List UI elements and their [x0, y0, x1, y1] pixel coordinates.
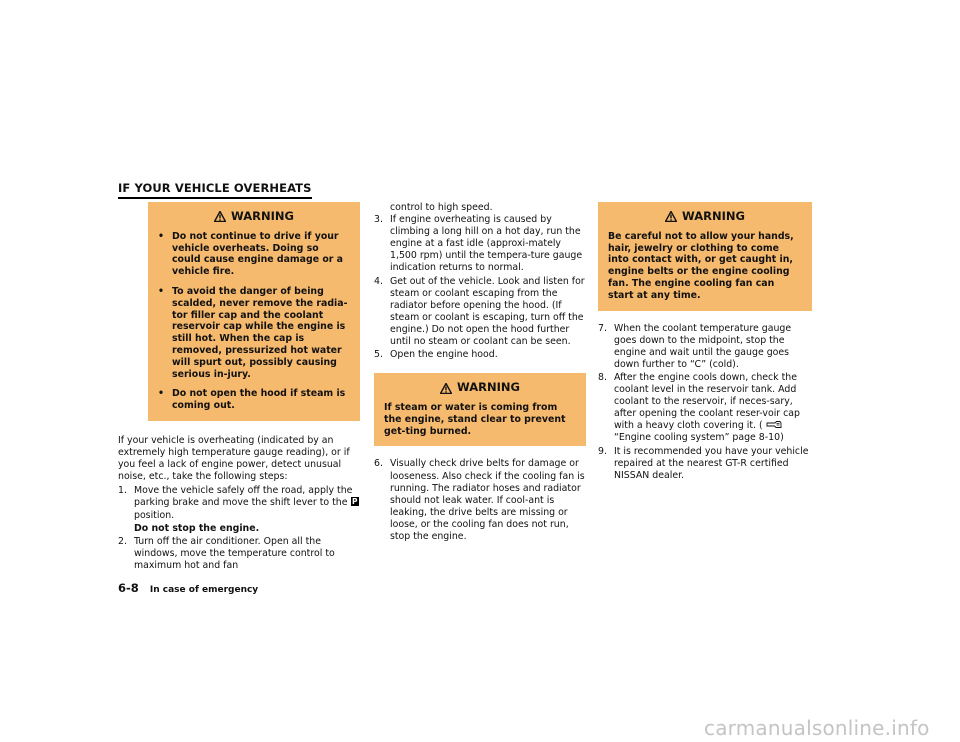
step-number: 4.	[374, 275, 383, 287]
step-emphasis: Do not stop the engine.	[134, 522, 260, 534]
warning-item: • Do not open the hood if steam is coming out.	[158, 388, 350, 412]
warning-title: WARNING	[231, 209, 294, 223]
warning-header	[608, 211, 802, 223]
step-text: Visually check drive belts for damage or looseness. Also check if the cooling fan is running. The radiator hoses and radiator should not leak water. If cool-ant is leaking, the drive belts are missing or loose, or the cooling fan does not run, stop the engine.	[390, 458, 585, 542]
column-3	[598, 202, 812, 483]
step-text: After the engine cools down, check the coolant level in the reservoir tank. Add coolant to the reservoir, if neces-sary, after opening the coolant reser-voir cap with a heavy cloth covering it. (	[614, 371, 800, 432]
section-title: IF YOUR VEHICLE OVERHEATS	[118, 181, 312, 199]
step-5	[374, 349, 586, 361]
step-number: 3.	[374, 214, 383, 226]
warning-title: WARNING	[457, 380, 520, 395]
step-number: 6.	[374, 458, 383, 470]
warning-box-fan	[598, 202, 812, 311]
warning-box-steam	[374, 373, 586, 446]
warning-triangle-icon	[440, 383, 452, 394]
warning-header	[158, 211, 350, 223]
step-number: 7.	[598, 322, 607, 334]
step-7	[598, 323, 812, 371]
step-text: Get out of the vehicle. Look and listen for steam or coolant escaping from the radiator before opening the hood. (If steam or coolant is escaping, turn off the engine.) Do not open the hood further until no steam or coolant can be seen.	[390, 275, 585, 348]
warning-box-overheat	[148, 202, 360, 421]
cross-reference-link[interactable]: “Engine cooling system” page 8-10)	[614, 432, 784, 444]
step-text: If engine overheating is caused by climbing a long hill on a hot day, run the engine at a fast idle (approxi-mately 1,500 rpm) until the tempera-ture gauge indication returns to normal.	[390, 214, 583, 274]
pointing-hand-icon	[766, 420, 782, 429]
park-position-icon: P	[352, 497, 358, 507]
step-text: Open the engine hood.	[390, 349, 498, 361]
step-text: Move the vehicle safely off the road, apply the parking brake and move the shift lever to the	[134, 485, 353, 509]
step-2	[118, 536, 360, 572]
intro-paragraph: If your vehicle is overheating (indicated by an extremely high temperature gauge reading), or if you feel a lack of engine power, detect unusual noise, etc., take the following steps:	[118, 434, 350, 483]
step-4	[374, 276, 586, 349]
step-text: When the coolant temperature gauge goes down to the midpoint, stop the engine and wait until the gauge goes down further to “C” (cold).	[614, 322, 792, 370]
column-1	[118, 202, 360, 573]
step-number: 2.	[118, 535, 127, 547]
warning-text: Be careful not to allow your hands, hair, jewelry or clothing to come into contact with, or get caught in, engine belts or the engine cooling fan. The engine cooling fan can start at any time.	[608, 230, 794, 301]
chapter-title: In case of emergency	[149, 585, 259, 595]
step-9	[598, 446, 812, 482]
page-number: 6-8	[118, 581, 139, 595]
warning-item: • Do not continue to drive if your vehicle overheats. Doing so could cause engine damage or a vehicle fire.	[158, 231, 350, 278]
step-number: 5.	[374, 349, 383, 361]
warning-triangle-icon	[214, 211, 226, 222]
step-2-continued: control to high speed.	[390, 202, 493, 213]
warning-item: • To avoid the danger of being scalded, never remove the radia-tor filler cap and the coolant reservoir cap while the engine is still hot. When the cap is removed, pressurized hot water will spurt out, possibly causing serious in-jury.	[158, 286, 350, 380]
step-text: Turn off the air conditioner. Open all the windows, move the temperature control to maximum hot and fan	[134, 535, 335, 571]
warning-text: If steam or water is coming from the engine, stand clear to prevent get-ting burned.	[384, 402, 566, 437]
column-2	[374, 202, 586, 544]
page-footer	[118, 577, 258, 596]
watermark: carmanualsonline.info	[704, 716, 930, 740]
step-3	[374, 214, 586, 274]
step-text: It is recommended you have your vehicle repaired at the nearest GT-R certified NISSAN dealer.	[614, 445, 809, 481]
step-number: 8.	[598, 371, 607, 383]
step-8	[598, 372, 812, 445]
step-text: position.	[134, 509, 175, 521]
step-number: 9.	[598, 445, 607, 457]
warning-triangle-icon	[665, 211, 677, 222]
warning-header	[384, 382, 576, 394]
step-1	[118, 485, 360, 534]
warning-title: WARNING	[682, 209, 745, 223]
step-6	[374, 458, 586, 543]
step-number: 1.	[118, 485, 127, 497]
